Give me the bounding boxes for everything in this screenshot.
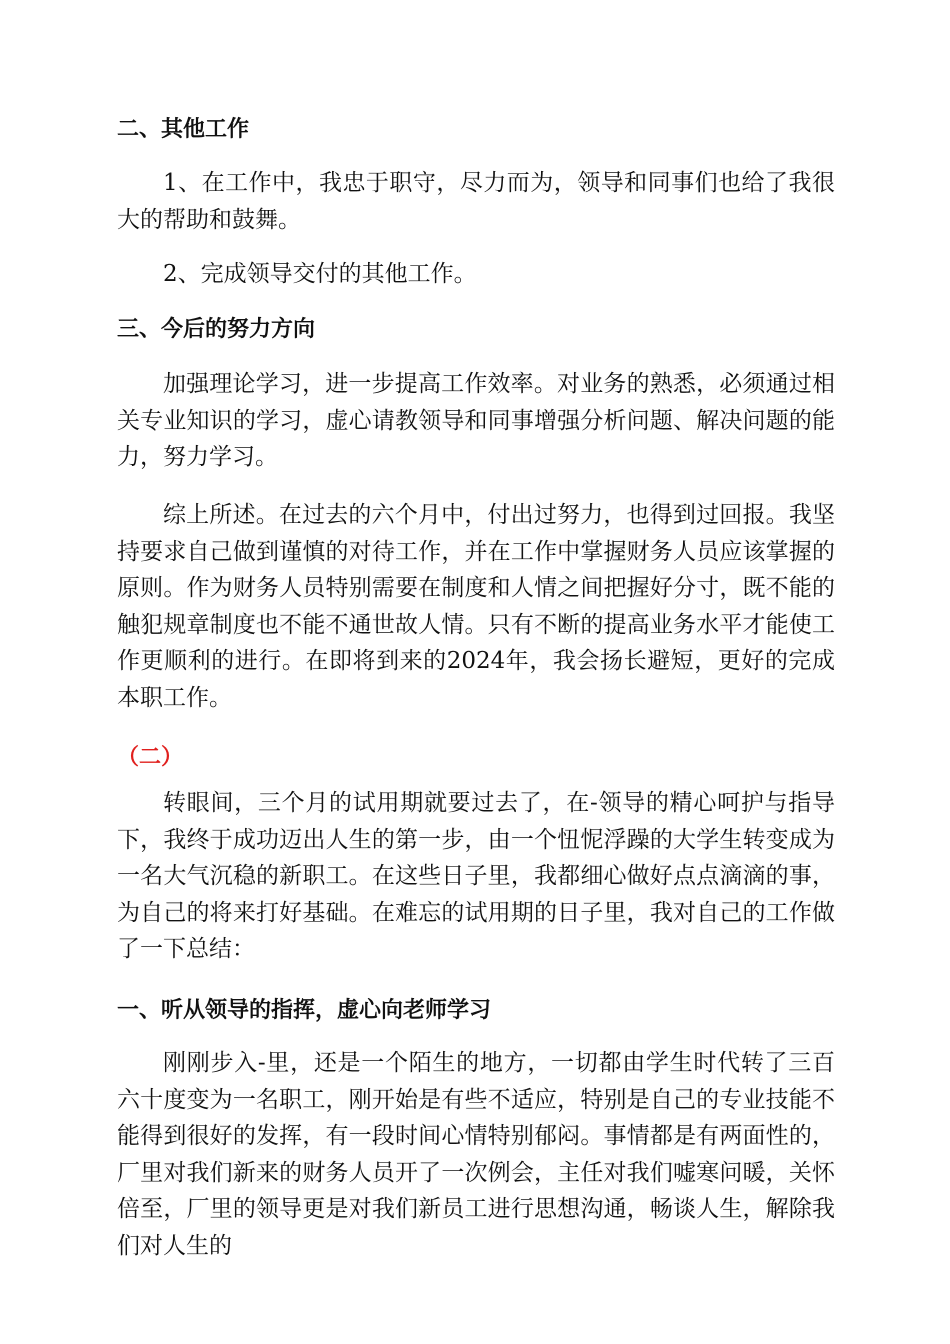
- paragraph-strengthen-study: 加强理论学习，进一步提高工作效率。对业务的熟悉，必须通过相关专业知识的学习，虚心请教领导和同事增强分析问题、解决问题的能力，努力学习。: [117, 371, 835, 470]
- paragraph-item-2: 2、完成领导交付的其他工作。: [163, 261, 477, 287]
- part-two-heading: （二）: [117, 745, 184, 770]
- section-heading-future-direction: 三、今后的努力方向: [117, 317, 316, 342]
- paragraph-summary: 综上所述。在过去的六个月中，付出过努力，也得到过回报。我坚持要求自己做到谨慎的对待工作，并在工作中掌握财务人员应该掌握的原则。作为财务人员特别需要在制度和人情之间把握好分寸，既不能的触犯规章制度也不能不通世故人情。只有不断的提高业务水平才能使工作更顺利的进行。在即将到来的2024年，我会扬长避短，更好的完成本职工作。: [117, 502, 835, 711]
- section-heading-follow-leadership: 一、听从领导的指挥，虚心向老师学习: [117, 998, 492, 1023]
- paragraph-probation-intro: 转眼间，三个月的试用期就要过去了，在-领导的精心呵护与指导下，我终于成功迈出人生的第一步，由一个忸怩浮躁的大学生转变成为一名大气沉稳的新职工。在这些日子里，我都细心做好点点滴滴的事，为自己的将来打好基础。在难忘的试用期的日子里，我对自己的工作做了一下总结：: [117, 790, 835, 962]
- paragraph-new-employee: 刚刚步入-里，还是一个陌生的地方，一切都由学生时代转了三百六十度变为一名职工，刚开始是有些不适应，特别是自己的专业技能不能得到很好的发挥，有一段时间心情特别郁闷。事情都是有两面性的，厂里对我们新来的财务人员开了一次例会，主任对我们嘘寒问暖，关怀倍至，厂里的领导更是对我们新员工进行思想沟通，畅谈人生，解除我们对人生的: [117, 1050, 835, 1259]
- section-heading-other-work: 二、其他工作: [117, 117, 250, 142]
- paragraph-item-1: 1、在工作中，我忠于职守，尽力而为，领导和同事们也给了我很大的帮助和鼓舞。: [117, 170, 835, 233]
